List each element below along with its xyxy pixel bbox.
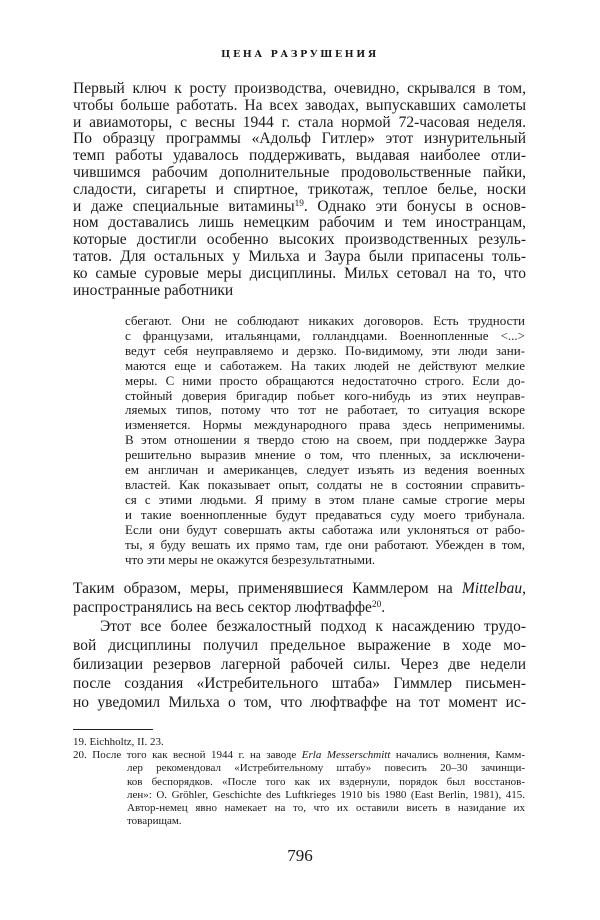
quote-line bbox=[125, 329, 525, 344]
block-quote bbox=[125, 314, 525, 567]
quote-line bbox=[125, 418, 525, 433]
after-quote-line bbox=[73, 655, 526, 674]
main-text-line bbox=[73, 148, 526, 165]
text-run: . Однако эти бонусы в основ- bbox=[303, 197, 526, 215]
text-run: ков беспорядков. «После того как их вздернули, порядок был восстанов- bbox=[127, 775, 525, 788]
text-run: но уведомил Мильха о том, что люфтваффе на тот момент ис- bbox=[73, 694, 526, 711]
text-run: начались волнения, Камм- bbox=[390, 749, 526, 762]
text-run: которые достигли особенно высоких производственных резуль- bbox=[73, 231, 526, 249]
after-quote-line bbox=[73, 636, 526, 655]
text-run: и даже специальные витамины bbox=[73, 197, 295, 215]
page-number: 796 bbox=[287, 846, 313, 865]
text-run: с французами, итальянцами, голландцами. Военнопленные <...> bbox=[125, 327, 525, 343]
text-run: чившимся рабочим дополнительные продовольственные пайки, bbox=[73, 163, 526, 181]
footnotes-line bbox=[73, 789, 525, 802]
text-run: вой дисциплины получил предельное выражение в ходе мо- bbox=[73, 637, 526, 654]
text-run: ем англичан и американцев, следует изъять из ведения военных bbox=[125, 462, 525, 478]
text-run: 20. После того как весной 1944 г. на заводе bbox=[73, 749, 302, 762]
text-run: Автор-немец явно намекает на то, что их оставили висеть в назидание их bbox=[127, 802, 525, 815]
text-run: Первый ключ к росту производства, очевидно, скрывался в том, bbox=[73, 80, 526, 97]
text-run: изменяется. Нормы международного права здесь неприменимы. bbox=[125, 417, 525, 433]
text-run: сладости, сигареты и спиртное, трикотаж, теплое белье, носки bbox=[73, 180, 526, 198]
main-text-line bbox=[73, 81, 526, 98]
text-run: товарищам. bbox=[127, 815, 182, 828]
quote-line bbox=[125, 463, 525, 478]
quote-line bbox=[125, 478, 525, 493]
main-text-line bbox=[73, 283, 526, 300]
after-quote-line bbox=[73, 617, 526, 636]
text-run: решительно выразив мнение о том, что пленных, за исключени- bbox=[125, 447, 525, 463]
footnotes-line bbox=[73, 736, 525, 749]
text-run: и авиамоторы, с весны 1944 г. стала нормой 72-часовая неделя. bbox=[73, 113, 526, 131]
main-text-line bbox=[73, 98, 526, 115]
text-run: маются еще и саботажем. На таких людей не действуют мелкие bbox=[125, 357, 525, 373]
after-quote-line bbox=[73, 693, 526, 712]
text-run: Если они будут совершать акты саботажа или уклоняться от рабо- bbox=[125, 521, 525, 537]
text-run: чтобы больше работать. На всех заводах, выпускавших самолеты bbox=[73, 96, 526, 114]
text-run: ко самые суровые меры дисциплины. Мильх сетовал на то, что bbox=[73, 264, 526, 282]
text-run: лер рекомендовал «Истребительному штабу» повесить 20–30 зачинщи- bbox=[127, 762, 525, 775]
main-text-line bbox=[73, 249, 526, 266]
quote-line bbox=[125, 344, 525, 359]
main-text-line bbox=[73, 266, 526, 283]
text-run: стойный доверия бригадир побьет кого-нибудь из этих неуправ- bbox=[125, 387, 525, 403]
after-quote-line bbox=[73, 674, 526, 693]
main-text-line bbox=[73, 131, 526, 148]
after-quote-line bbox=[73, 579, 526, 598]
text-run: меры. С ними просто обращаются недостаточно строго. Если до- bbox=[125, 372, 525, 388]
text-run: По образцу программы «Адольф Гитлер» этот изнурительный bbox=[73, 130, 526, 148]
text-run: властей. Как показывает опыт, солдаты не в состоянии справить- bbox=[125, 476, 525, 492]
quote-line bbox=[125, 433, 525, 448]
quote-line bbox=[125, 508, 525, 523]
main-text-line bbox=[73, 182, 526, 199]
text-run: Таким образом, меры, применявшиеся Каммлером на bbox=[73, 580, 462, 597]
main-text-line bbox=[73, 165, 526, 182]
text-run: сбегают. Они не соблюдают никаких договоров. Есть трудности bbox=[125, 313, 525, 328]
text-run: распространялись на весь сектор люфтваффе bbox=[73, 599, 372, 616]
main-text-line bbox=[73, 215, 526, 232]
quote-line bbox=[125, 374, 525, 389]
quote-line bbox=[125, 448, 525, 463]
text-run: ляемых типов, потому что тот не работает, то ситуация вскоре bbox=[125, 402, 525, 418]
text-run: и такие военнопленные будут предаваться суду моего трибунала. bbox=[125, 506, 525, 522]
after-quote-line bbox=[73, 598, 526, 617]
footnotes-line bbox=[73, 802, 525, 815]
footnote-ref[interactable]: 19 bbox=[294, 198, 304, 209]
text-run: , bbox=[522, 580, 526, 597]
text-run: билизации резервов лагерной рабочей силы. Через две недели bbox=[73, 656, 526, 673]
text-run: ведут себя неуправляемо и дерзко. По-видимому, эти люди зани- bbox=[125, 342, 525, 358]
text-run: после создания «Истребительного штаба» Гиммлер письмен- bbox=[73, 675, 526, 692]
text-run: В этом отношении я твердо стою на своем, при поддержке Заура bbox=[125, 432, 525, 448]
text-run: ном доставались лишь немецким рабочим и тем иностранцам, bbox=[73, 214, 526, 232]
quote-line bbox=[125, 389, 525, 404]
running-head: ЦЕНА РАЗРУШЕНИЯ bbox=[221, 49, 379, 60]
quote-line bbox=[125, 403, 525, 418]
quote-line bbox=[125, 493, 525, 508]
quote-line bbox=[125, 538, 525, 553]
footnote-divider bbox=[73, 729, 153, 730]
text-run: темп работы удавалось поддерживать, выдавая наиболее отли- bbox=[73, 147, 526, 165]
paragraph-after-quote bbox=[73, 579, 526, 712]
italic-text: Mittelbau bbox=[461, 580, 523, 597]
quote-line bbox=[125, 523, 525, 538]
text-run: татов. Для остальных у Мильха и Заура были припасены толь- bbox=[73, 247, 526, 265]
text-run: 19. Eichholtz, II. 23. bbox=[73, 736, 164, 748]
quote-line bbox=[125, 314, 525, 329]
footnotes-line bbox=[73, 749, 525, 762]
main-text-line bbox=[73, 199, 526, 216]
text-run: лен»: O. Gröhler, Geschichte des Luftkrieges 1910 bis 1980 (East Berlin, 1981), 415. bbox=[127, 788, 525, 801]
text-run: что эти меры не окажутся безрезультатными. bbox=[125, 551, 376, 567]
text-run: иностранные работники bbox=[73, 281, 234, 299]
quote-line bbox=[125, 359, 525, 374]
main-paragraph bbox=[73, 81, 526, 299]
main-text-line bbox=[73, 115, 526, 132]
footnotes-line bbox=[73, 815, 525, 828]
quote-line bbox=[125, 553, 525, 568]
text-run: ся с этими людьми. Я приму в этом плане самые строгие меры bbox=[125, 491, 525, 507]
footnote-ref[interactable]: 20 bbox=[371, 599, 382, 610]
footnotes-line bbox=[73, 762, 525, 775]
text-run: . bbox=[381, 599, 386, 616]
main-text-line bbox=[73, 232, 526, 249]
footnotes-line bbox=[73, 776, 525, 789]
footnotes bbox=[73, 736, 525, 828]
text-run: ты, я буду вешать их прямо там, где они работают. Убежден в том, bbox=[125, 536, 525, 552]
text-run: Этот все более безжалостный подход к насаждению трудо- bbox=[100, 618, 526, 635]
italic-text: Erla Messerschmitt bbox=[301, 749, 391, 762]
